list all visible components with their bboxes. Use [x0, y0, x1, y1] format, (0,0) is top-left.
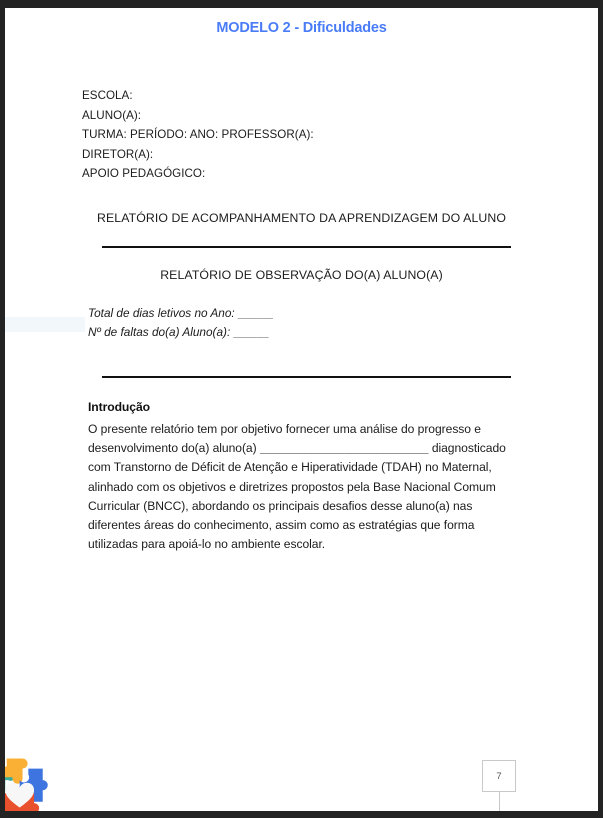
- puzzle-heart-logo-icon: [5, 747, 65, 811]
- attendance-faltas: Nº de faltas do(a) Aluno(a): ＿＿＿: [88, 324, 269, 339]
- chrome-bar-bottom: [0, 811, 603, 818]
- id-line-apoio: APOIO PEDAGÓGICO:: [82, 167, 206, 180]
- introducao-paragraph: O presente relatório tem por objetivo fornecer uma análise do progresso e desenvolvimento do(a) aluno(a) ＿＿＿＿＿＿＿＿＿＿＿＿＿＿ diagnosticado com Transtorno de Déficit de Atenção e Hiperatividade (TDAH) no Maternal, alinhado com os objetivos e diretrizes propostos pela Base Nacional Comum Curricular (BNCC), abordando os principais desafios desse aluno(a) nas diferentes áreas do conhecimento, assim como as estratégias que forma utilizadas para apoiá-lo no ambiente escolar.: [88, 422, 506, 552]
- id-line-aluno: ALUNO(A):: [82, 108, 142, 122]
- page-title: MODELO 2 - Dificuldades: [216, 20, 387, 36]
- page-number-label: 7: [496, 770, 502, 782]
- page-marker-stem: [499, 792, 501, 811]
- introducao-heading: Introdução: [88, 400, 150, 414]
- divider-rule-bottom: [102, 376, 511, 378]
- page-number-marker[interactable]: [482, 760, 518, 811]
- attendance-total-dias: Total de dias letivos no Ano: ＿＿＿: [88, 306, 274, 320]
- id-line-diretor: DIRETOR(A):: [82, 147, 154, 161]
- page-number-box[interactable]: [482, 760, 516, 792]
- document-page: [5, 8, 598, 811]
- chrome-bar-left: [0, 0, 5, 818]
- id-line-escola: ESCOLA:: [82, 89, 133, 102]
- text-selection-highlight: [5, 317, 85, 332]
- chrome-bar-top: [0, 0, 603, 8]
- divider-rule-top: [102, 246, 511, 248]
- heading-observacao: RELATÓRIO DE OBSERVAÇÃO DO(A) ALUNO(A): [160, 268, 443, 282]
- identification-block: [82, 86, 542, 184]
- heading-acompanhamento: RELATÓRIO DE ACOMPANHAMENTO DA APRENDIZAGEM DO ALUNO: [96, 211, 507, 225]
- id-line-turma: TURMA: PERÍODO: ANO: PROFESSOR(A):: [82, 128, 314, 141]
- attendance-block: [88, 304, 528, 341]
- chrome-bar-right: [598, 0, 603, 818]
